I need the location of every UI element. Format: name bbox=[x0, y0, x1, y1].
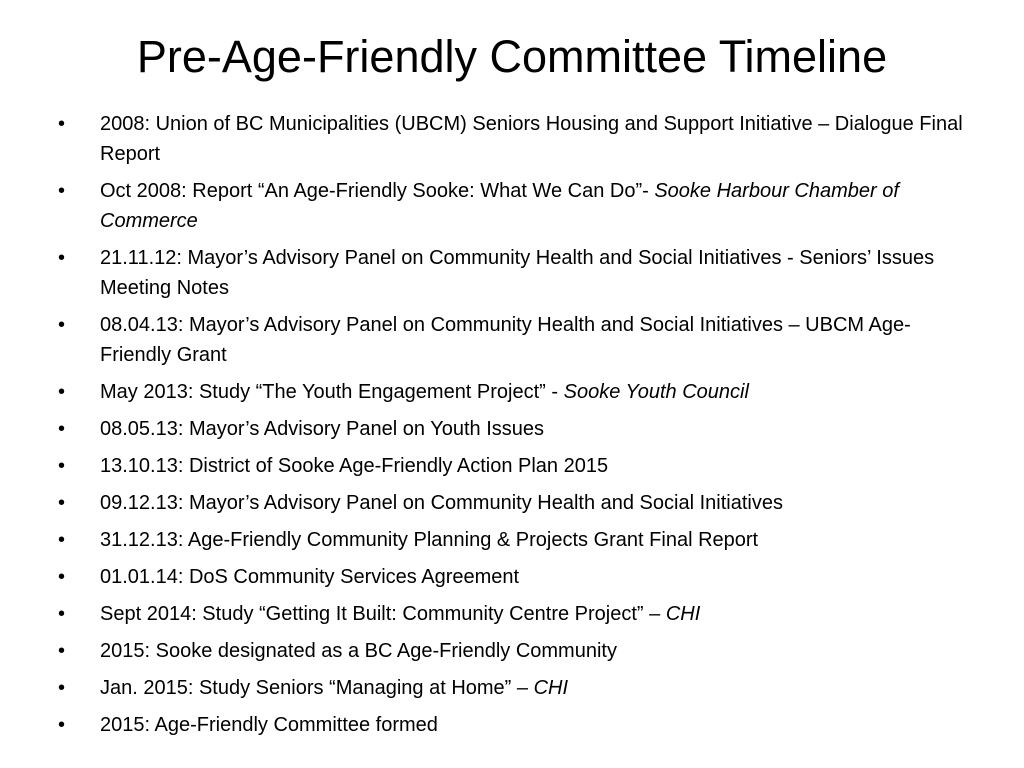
bullet-icon: • bbox=[58, 714, 66, 736]
timeline-item-text: Sept 2014: Study “Getting It Built: Community Centre Project” – bbox=[100, 603, 666, 625]
timeline-item-text: 08.05.13: Mayor’s Advisory Panel on Youth Issues bbox=[100, 418, 544, 440]
timeline-item-source: Sooke Youth Council bbox=[563, 381, 749, 403]
bullet-icon: • bbox=[58, 113, 66, 135]
timeline-item-text: 2015: Age-Friendly Committee formed bbox=[100, 714, 438, 736]
timeline-item bbox=[58, 414, 968, 444]
timeline-item bbox=[58, 310, 968, 370]
timeline-item bbox=[58, 243, 968, 303]
timeline-item-text: May 2013: Study “The Youth Engagement Project” - bbox=[100, 381, 564, 403]
timeline-item bbox=[58, 636, 968, 666]
timeline-item-text: 31.12.13: Age-Friendly Community Planning & Projects Grant Final Report bbox=[100, 529, 759, 551]
bullet-icon: • bbox=[58, 603, 66, 625]
timeline-item-text: 09.12.13: Mayor’s Advisory Panel on Community Health and Social Initiatives bbox=[100, 492, 783, 514]
timeline-item bbox=[58, 488, 968, 518]
timeline-item bbox=[58, 525, 968, 555]
timeline-item-text: 08.04.13: Mayor’s Advisory Panel on Community Health and Social Initiatives – UBCM Age-Friendly Grant bbox=[100, 314, 911, 366]
timeline-item-text: Jan. 2015: Study Seniors “Managing at Home” – bbox=[100, 677, 534, 699]
timeline-item-source: CHI bbox=[533, 677, 569, 699]
bullet-icon: • bbox=[58, 455, 66, 477]
timeline-item-text: 2008: Union of BC Municipalities (UBCM) Seniors Housing and Support Initiative – Dialogue Final Report bbox=[100, 113, 963, 165]
timeline-list bbox=[58, 109, 968, 747]
timeline-item bbox=[58, 673, 968, 703]
timeline-item bbox=[58, 599, 968, 629]
timeline-item bbox=[58, 451, 968, 481]
timeline-item-text: Oct 2008: Report “An Age-Friendly Sooke: What We Can Do”- bbox=[100, 180, 655, 202]
timeline-item bbox=[58, 109, 968, 169]
bullet-icon: • bbox=[58, 529, 66, 551]
timeline-item bbox=[58, 176, 968, 236]
timeline-item-source: Sooke Harbour Chamber of Commerce bbox=[100, 180, 899, 232]
bullet-icon: • bbox=[58, 566, 66, 588]
slide-title: Pre-Age-Friendly Committee Timeline bbox=[136, 31, 888, 82]
timeline-item-text: 01.01.14: DoS Community Services Agreement bbox=[100, 566, 520, 588]
timeline-item bbox=[58, 377, 968, 407]
timeline-item-text: 13.10.13: District of Sooke Age-Friendly Action Plan 2015 bbox=[100, 455, 609, 477]
bullet-icon: • bbox=[58, 640, 66, 662]
bullet-icon: • bbox=[58, 180, 66, 202]
timeline-item-text: 2015: Sooke designated as a BC Age-Friendly Community bbox=[100, 640, 617, 662]
bullet-icon: • bbox=[58, 314, 66, 336]
timeline-item-text: 21.11.12: Mayor’s Advisory Panel on Community Health and Social Initiatives - Seniors’ Issues Meeting Notes bbox=[100, 247, 935, 299]
bullet-icon: • bbox=[58, 381, 66, 403]
timeline-item bbox=[58, 562, 968, 592]
bullet-icon: • bbox=[58, 418, 66, 440]
timeline-item-source: CHI bbox=[665, 603, 701, 625]
timeline-item bbox=[58, 710, 968, 740]
bullet-icon: • bbox=[58, 677, 66, 699]
bullet-icon: • bbox=[58, 492, 66, 514]
bullet-icon: • bbox=[58, 247, 66, 269]
